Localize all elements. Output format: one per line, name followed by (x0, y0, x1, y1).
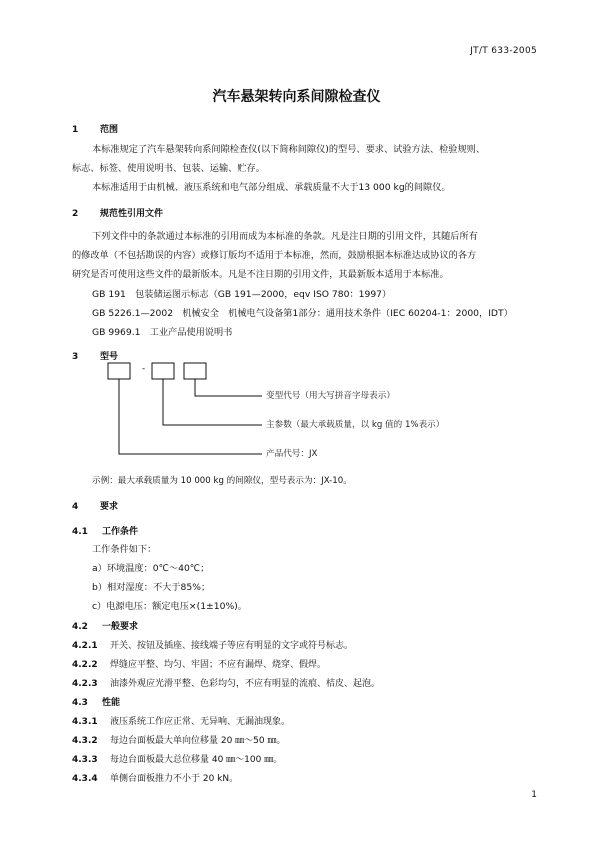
model-example: 示例：最大承载质量为 10 000 kg 的间隙仪，型号表示为：JX-10。 (92, 476, 352, 486)
reference-item: GB 191 包装储运图示标志（GB 191—2000，eqv ISO 780：1997） (92, 289, 392, 300)
paragraph-line: 标志、标签、使用说明书、包装、运输、贮存。 (72, 163, 265, 174)
product-code-label: 产品代号：JX (266, 449, 318, 459)
clause-item (72, 638, 353, 651)
clause-item (72, 733, 286, 746)
clause-text: 焊缝应平整、均匀、牢固；不应有漏焊、烧穿、假焊。 (110, 660, 327, 670)
clause-text: 每边台面板最大总位移量 40 ㎜～100 ㎜。 (110, 755, 283, 765)
paragraph-line: 的修改单（不包括勘误的内容）或修订版均不适用于本标准，然而，鼓励根据本标准达成协议的各方 (72, 250, 477, 261)
section-number: 2 (72, 209, 79, 219)
page-number: 1 (531, 790, 537, 800)
clause-number: 4.3.1 (72, 717, 98, 727)
section-number: 3 (72, 352, 79, 362)
subsection-title: 一般要求 (102, 622, 139, 632)
clause-item (72, 752, 282, 765)
page-title: 汽车悬架转向系间隙检查仪 (212, 89, 381, 105)
clause-item (72, 714, 290, 727)
section-number: 1 (72, 125, 79, 135)
list-item: b）相对湿度：不大于85%； (92, 582, 211, 593)
clause-text: 开关、按钮及插座、接线端子等应有明显的文字或符号标志。 (110, 641, 354, 651)
reference-item: GB 5226.1—2002 机械安全 机械电气设备第1部分：通用技术条件（IEC 60204-1：2000，IDT） (92, 308, 513, 319)
model-dash: - (142, 364, 146, 374)
product-leader-line (119, 379, 262, 454)
paragraph-line: 工作条件如下： (92, 544, 157, 555)
section-title: 要求 (100, 502, 119, 512)
variant-code-label: 变型代号（用大写拼音字母表示） (266, 391, 395, 401)
clause-item (72, 676, 380, 689)
subsection-title: 性能 (102, 698, 121, 708)
paragraph-line: 研究是否可使用这些文件的最新版本。凡是不注日期的引用文件，其最新版本适用于本标准。 (72, 269, 449, 280)
clause-item (72, 657, 326, 670)
section-title: 规范性引用文件 (100, 209, 164, 219)
clause-number: 4.2.1 (72, 641, 98, 651)
clause-number: 4.2.2 (72, 660, 98, 670)
list-item: a）环境温度：0℃～40℃； (92, 563, 210, 574)
subsection-4-2-heading (72, 619, 138, 632)
clause-text: 每边台面板最大单向位移量 20 ㎜～50 ㎜。 (110, 736, 286, 746)
main-parameter-box (152, 363, 174, 379)
product-code-box (108, 363, 130, 379)
section-title: 范围 (100, 125, 119, 135)
clause-text: 油漆外观应光滑平整、色彩均匀，不应有明显的流痕、桔皮、起泡。 (110, 679, 381, 689)
section-number: 4 (72, 502, 79, 512)
variant-leader-line (195, 379, 262, 396)
clause-number: 4.2.3 (72, 679, 98, 689)
subsection-4-1-heading (72, 524, 138, 537)
clause-number: 4.3.3 (72, 755, 98, 765)
subsection-number: 4.3 (72, 698, 88, 708)
document-number: JT/T 633-2005 (470, 46, 537, 56)
variant-code-box (184, 363, 206, 379)
subsection-4-3-heading (72, 695, 120, 708)
clause-number: 4.3.4 (72, 774, 98, 784)
subsection-number: 4.1 (72, 527, 88, 537)
clause-text: 单侧台面板推力不小于 20 kN。 (110, 774, 239, 784)
list-item: c）电源电压：额定电压×(1±10%)。 (92, 601, 247, 612)
clause-text: 液压系统工作应正常、无异响、无漏油现象。 (110, 717, 291, 727)
reference-item: GB 9969.1 工业产品使用说明书 (92, 327, 233, 338)
parameter-leader-line (163, 379, 262, 425)
clause-item (72, 771, 238, 784)
paragraph-line: 本标准规定了汽车悬架转向系间隙检查仪(以下简称间隙仪)的型号、要求、试验方法、检验规则、 (92, 144, 486, 155)
subsection-title: 工作条件 (102, 527, 139, 537)
paragraph-line: 本标准适用于由机械、液压系统和电气部分组成、承载质量不大于13 000 kg的间隙仪。 (92, 182, 451, 193)
clause-number: 4.3.2 (72, 736, 98, 746)
subsection-number: 4.2 (72, 622, 88, 632)
main-parameter-label: 主参数（最大承载质量，以 kg 值的 1%表示） (266, 420, 445, 430)
section-4-heading (72, 499, 118, 512)
paragraph-line: 下列文件中的条款通过本标准的引用而成为本标准的条款。凡是注日期的引用文件，其随后所有 (92, 231, 478, 242)
section-title: 型号 (100, 352, 119, 362)
